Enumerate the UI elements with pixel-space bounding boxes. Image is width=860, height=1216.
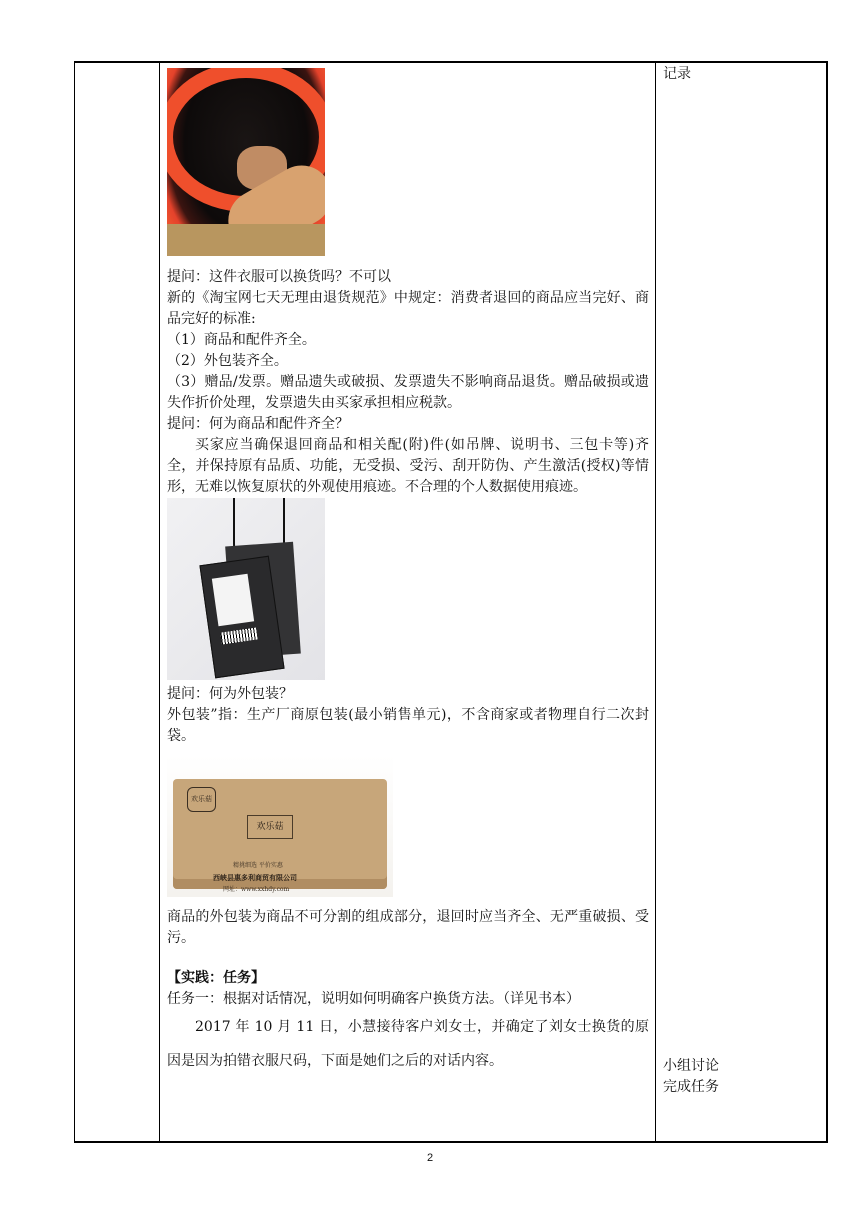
column-divider-2 bbox=[655, 62, 656, 1143]
package-company: 西峡县惠多利商贸有限公司 bbox=[213, 873, 297, 882]
table-left-border bbox=[74, 62, 75, 1143]
package-definition: 外包装”指：生产厂商原包装(最小销售单元)，不含商家或者物理自行二次封袋。 bbox=[167, 707, 649, 744]
practice-heading: 【实践：任务】 bbox=[167, 970, 265, 986]
hang-tag-photo bbox=[167, 498, 325, 680]
rule-paragraph: 新的《淘宝网七天无理由退货规范》中规定：消费者退回的商品应当完好、商品完好的标准: bbox=[167, 290, 649, 327]
page-number: 2 bbox=[426, 1152, 434, 1164]
package-photo bbox=[167, 755, 393, 897]
package-slogan: 精挑细选 平价实惠 bbox=[233, 862, 283, 869]
question-accessories: 提问：何为商品和配件齐全？ bbox=[167, 416, 349, 432]
question-package: 提问：何为外包装？ bbox=[167, 686, 293, 702]
story-paragraph: 2017 年 10 月 11 日，小慧接待客户刘女士，并确定了刘女士换货的原因是因为拍错衣服尺码，下面是她们之后的对话内容。 bbox=[167, 1019, 649, 1069]
accessories-paragraph: 买家应当确保退回商品和相关配(附)件(如吊牌、说明书、三包卡等)齐全，并保持原有品质、功能，无受损、受污、刮开防伪、产生激活(授权)等情形，无难以恢复原状的外观使用痕迹。不合理的个人数据使用痕迹。 bbox=[167, 437, 649, 495]
table-right-border bbox=[826, 62, 828, 1143]
side-note-record: 记录 bbox=[663, 66, 691, 82]
main-content-cell bbox=[167, 68, 649, 1078]
table-top-border bbox=[74, 61, 828, 63]
side-note-group bbox=[663, 1056, 719, 1098]
bucket-photo bbox=[167, 68, 325, 256]
package-logo: 欢乐菇 bbox=[187, 787, 216, 812]
list-item: （1）商品和配件齐全。 bbox=[167, 332, 316, 348]
task-one: 任务一：根据对话情况，说明如何明确客户换货方法。（详见书本） bbox=[167, 991, 580, 1007]
question-exchange: 提问：这件衣服可以换货吗？不可以 bbox=[167, 269, 391, 285]
list-item: （2）外包装齐全。 bbox=[167, 353, 288, 369]
list-item: （3）赠品/发票。赠品遗失或破损、发票遗失不影响商品退货。赠品破损或遗失作折价处理，发票遗失由买家承担相应税款。 bbox=[167, 374, 649, 411]
column-divider-1 bbox=[159, 62, 160, 1143]
side-note-line: 小组讨论 bbox=[663, 1058, 719, 1074]
side-note-line: 完成任务 bbox=[663, 1079, 719, 1095]
package-url: 网址：www.xxhdy.com bbox=[223, 886, 290, 893]
package-part-paragraph: 商品的外包装为商品不可分割的组成部分，退回时应当齐全、无严重破损、受污。 bbox=[167, 909, 649, 946]
package-brand: 欢乐菇 bbox=[247, 815, 293, 839]
table-bottom-border bbox=[74, 1141, 828, 1143]
